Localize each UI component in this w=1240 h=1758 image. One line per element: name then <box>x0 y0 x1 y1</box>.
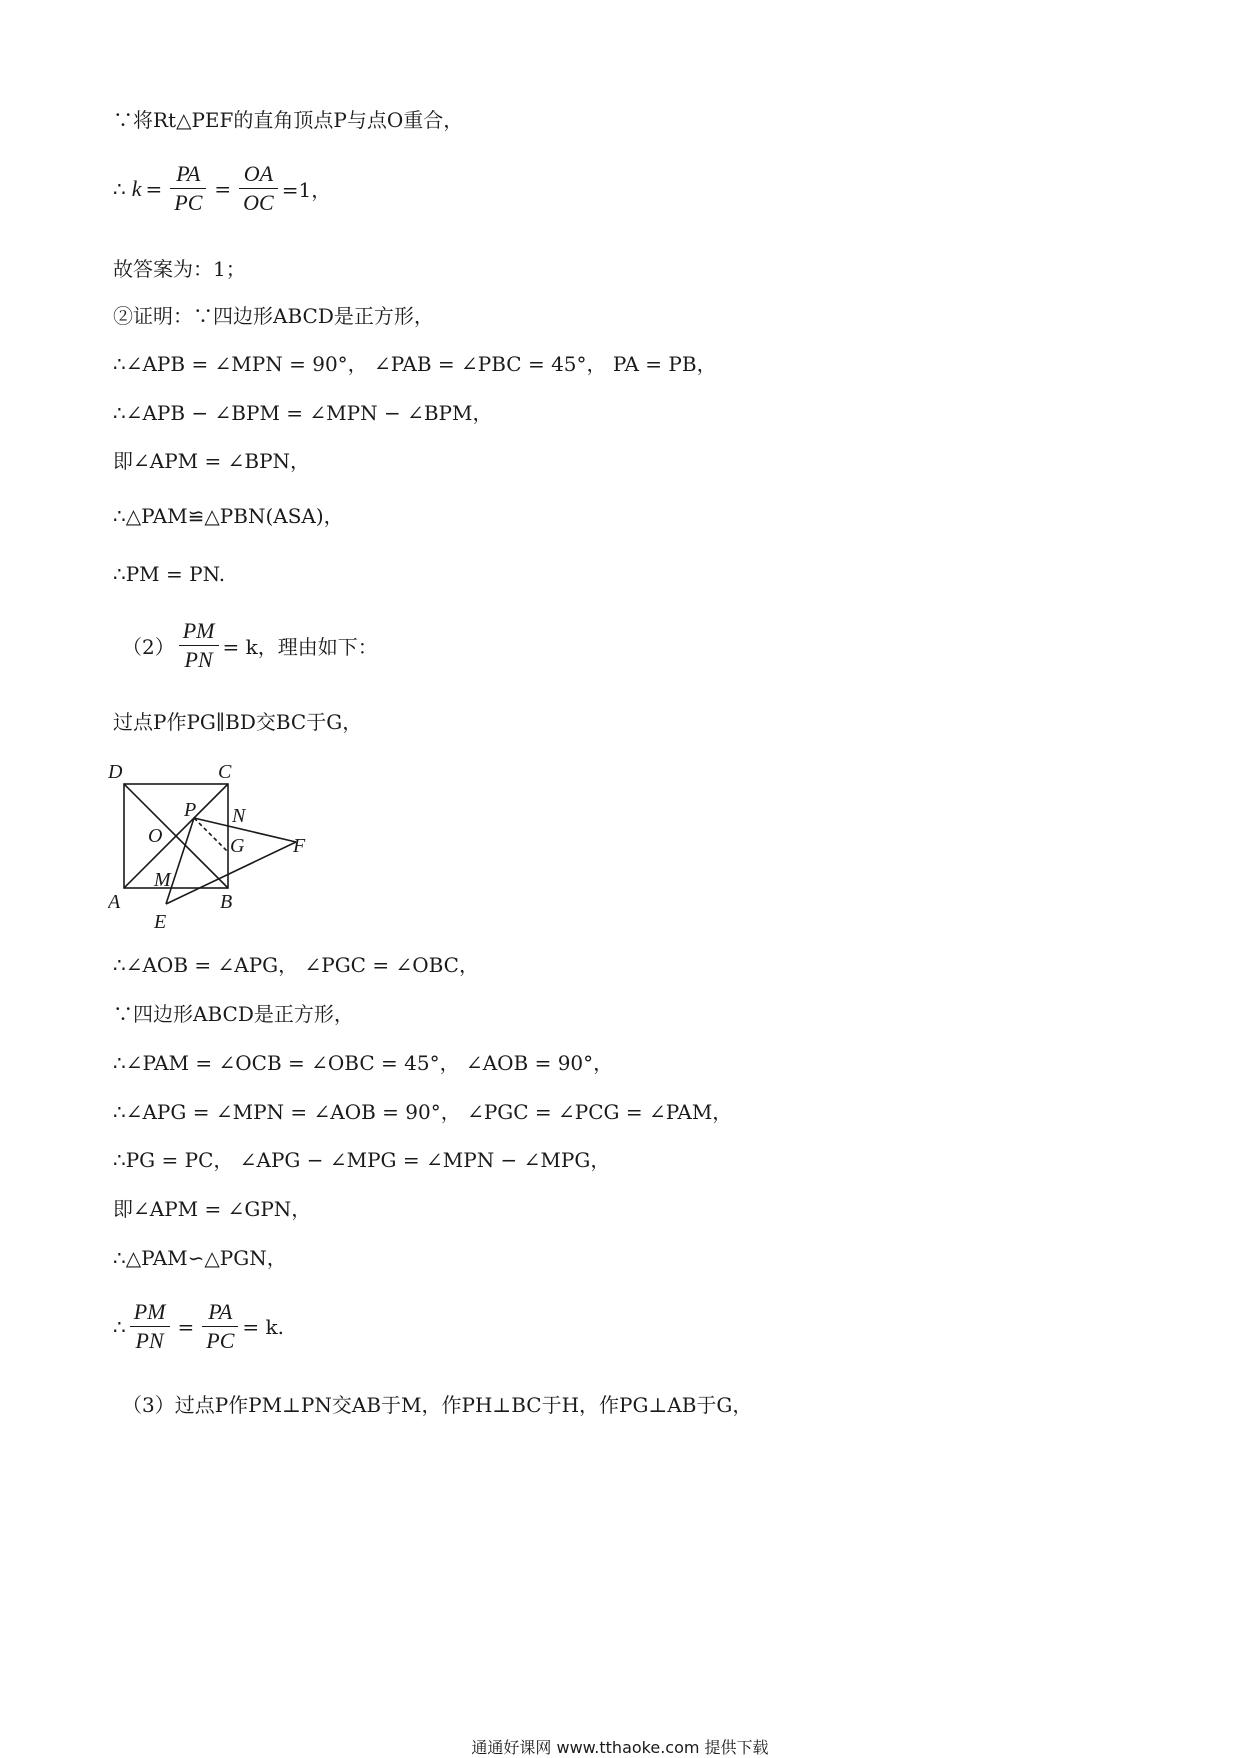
label-c: C <box>218 761 232 783</box>
text-line-15: ∴∠APG = ∠MPN = ∠AOB = 90°， ∠PGC = ∠PCG = ∠PAM， <box>113 1100 733 1124</box>
label-p: P <box>184 799 197 821</box>
page-footer: 通通好课网 www.tthaoke.com 提供下载 <box>471 1738 769 1757</box>
fraction-denominator: PC <box>206 1328 235 1353</box>
text-line-20: （3）过点P作PM⊥PN交AB于M，作PH⊥BC于H，作PG⊥AB于G， <box>122 1393 753 1417</box>
text-line-17: 即∠APM = ∠GPN， <box>113 1197 312 1221</box>
label-g: G <box>230 835 245 857</box>
geometry-diagram <box>108 756 328 931</box>
text-line-7: 即∠APM = ∠BPN， <box>113 449 311 473</box>
fraction-numerator: PA <box>208 1299 233 1324</box>
label-b: B <box>220 891 233 913</box>
label-n: N <box>232 805 246 827</box>
fraction-numerator: OA <box>243 161 274 186</box>
text-line-11: 过点P作PG∥BD交BC于G， <box>113 710 363 734</box>
equation-pm-pn-k <box>122 617 378 674</box>
text-line-12: ∴∠AOB = ∠APG， ∠PGC = ∠OBC， <box>113 953 479 977</box>
text-line-16: ∴PG = PC， ∠APG − ∠MPG = ∠MPN − ∠MPG， <box>113 1148 611 1172</box>
fraction-denominator: PC <box>174 190 203 215</box>
fraction-pm-pn <box>130 1298 170 1355</box>
dashed-segment-pg <box>194 818 228 852</box>
fraction-pa-pc <box>202 1298 238 1355</box>
fraction-pa-pc <box>170 160 206 217</box>
fraction-denominator: OC <box>243 190 274 215</box>
fraction-numerator: PM <box>182 618 215 643</box>
fraction-oa-oc <box>239 160 278 217</box>
equation-tail: = k，理由如下： <box>222 635 378 659</box>
text-line-13: ∵四边形ABCD是正方形， <box>113 1002 354 1026</box>
text-line-8: ∴△PAM≌△PBN(ASA)， <box>113 504 344 528</box>
text-line-4: ②证明：∵四边形ABCD是正方形， <box>113 304 434 328</box>
text-line-1: ∵将Rt△PEF的直角顶点P与点O重合， <box>113 108 464 132</box>
fraction-denominator: PN <box>135 1328 164 1353</box>
variable-k: k <box>131 175 142 201</box>
label-d: D <box>108 761 123 783</box>
label-f: F <box>293 835 306 857</box>
part-2-label: （2） <box>122 635 175 659</box>
equation-k-ratio: ∴ k = $\frac{PA}{PC}$ = $\frac{OA}{OC}$ =1， <box>113 161 332 215</box>
text-line-3: 故答案为：1； <box>113 257 246 281</box>
equation-tail: = k. <box>242 1314 284 1339</box>
therefore-symbol: ∴ <box>113 1314 126 1339</box>
equation-tail: =1， <box>281 178 332 202</box>
text-line-5: ∴∠APB = ∠MPN = 90°， ∠PAB = ∠PBC = 45°， PA = PB， <box>113 352 717 376</box>
equation-final-ratio: ∴ $\frac{PM}{PN}$ = $\frac{PA}{PC}$ = k. <box>113 1299 284 1353</box>
therefore-symbol: ∴ <box>113 176 126 201</box>
fraction-numerator: PA <box>176 161 201 186</box>
label-e: E <box>154 911 167 931</box>
fraction-denominator: PN <box>184 647 213 672</box>
label-m: M <box>154 869 171 891</box>
fraction-pm-pn <box>179 617 219 674</box>
fraction-numerator: PM <box>133 1299 166 1324</box>
text-line-9: ∴PM = PN. <box>113 562 226 586</box>
text-line-6: ∴∠APB − ∠BPM = ∠MPN − ∠BPM， <box>113 401 493 425</box>
label-o: O <box>148 825 163 847</box>
text-line-18: ∴△PAM∽△PGN， <box>113 1246 287 1270</box>
label-a: A <box>108 891 121 913</box>
text-line-14: ∴∠PAM = ∠OCB = ∠OBC = 45°， ∠AOB = 90°， <box>113 1051 614 1075</box>
